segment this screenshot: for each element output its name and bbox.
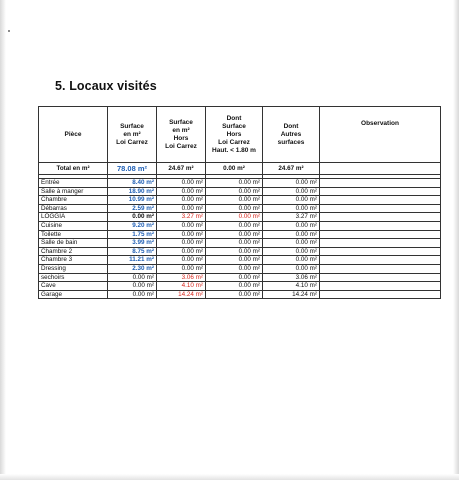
cell-piece: Entrée bbox=[39, 179, 108, 188]
table-row bbox=[39, 179, 441, 188]
cell-hors: 0.00 m² bbox=[157, 221, 206, 230]
table-row bbox=[39, 221, 441, 230]
cell-piece: Cave bbox=[39, 282, 108, 291]
table-row bbox=[39, 264, 441, 273]
cell-observation bbox=[320, 273, 441, 282]
cell-hors: 0.00 m² bbox=[157, 187, 206, 196]
cell-autres: 0.00 m² bbox=[263, 196, 320, 205]
cell-observation bbox=[320, 282, 441, 291]
table-row bbox=[39, 290, 441, 299]
header-dont-line: Hors bbox=[226, 130, 242, 138]
cell-hors: 0.00 m² bbox=[157, 230, 206, 239]
cell-piece: Salle à manger bbox=[39, 187, 108, 196]
cell-observation bbox=[320, 247, 441, 256]
cell-surface: 10.99 m² bbox=[108, 196, 157, 205]
total-row bbox=[39, 163, 441, 175]
cell-hors: 14.24 m² bbox=[157, 290, 206, 299]
cell-dont: 0.00 m² bbox=[206, 204, 263, 213]
header-dont-line: Loi Carrez bbox=[218, 138, 250, 146]
cell-hors: 3.06 m² bbox=[157, 273, 206, 282]
cell-piece: Garage bbox=[39, 290, 108, 299]
header-surface-line: en m² bbox=[123, 130, 141, 138]
cell-surface: 9.20 m² bbox=[108, 221, 157, 230]
header-hors-line: Hors bbox=[173, 134, 189, 142]
table-row bbox=[39, 196, 441, 205]
cell-dont: 0.00 m² bbox=[206, 282, 263, 291]
header-surface-line: Surface bbox=[120, 122, 144, 130]
cell-observation bbox=[320, 230, 441, 239]
cell-dont: 0.00 m² bbox=[206, 213, 263, 222]
table-row bbox=[39, 187, 441, 196]
cell-autres: 14.24 m² bbox=[263, 290, 320, 299]
table-row bbox=[39, 239, 441, 248]
cell-autres: 0.00 m² bbox=[263, 247, 320, 256]
header-dont-line: Dont bbox=[226, 114, 242, 122]
cell-piece: Chambre 3 bbox=[39, 256, 108, 265]
cell-surface: 2.59 m² bbox=[108, 204, 157, 213]
cell-autres: 0.00 m² bbox=[263, 204, 320, 213]
cell-hors: 3.27 m² bbox=[157, 213, 206, 222]
cell-dont: 0.00 m² bbox=[206, 247, 263, 256]
section-title: 5. Locaux visités bbox=[55, 79, 157, 93]
page-edge-bottom bbox=[0, 474, 459, 480]
cell-dont: 0.00 m² bbox=[206, 239, 263, 248]
cell-dont: 0.00 m² bbox=[206, 273, 263, 282]
cell-hors: 0.00 m² bbox=[157, 204, 206, 213]
cell-piece: Cuisine bbox=[39, 221, 108, 230]
cell-hors: 4.10 m² bbox=[157, 282, 206, 291]
cell-dont: 0.00 m² bbox=[206, 264, 263, 273]
header-observation: Observation bbox=[320, 107, 441, 163]
table-row bbox=[39, 247, 441, 256]
cell-autres: 0.00 m² bbox=[263, 264, 320, 273]
header-autres-line: Dont bbox=[283, 122, 299, 130]
cell-hors: 0.00 m² bbox=[157, 264, 206, 273]
cell-piece: LOGGIA bbox=[39, 213, 108, 222]
cell-dont: 0.00 m² bbox=[206, 230, 263, 239]
cell-autres: 0.00 m² bbox=[263, 187, 320, 196]
cell-surface: 11.21 m² bbox=[108, 256, 157, 265]
cell-hors: 0.00 m² bbox=[157, 179, 206, 188]
cell-observation bbox=[320, 221, 441, 230]
total-label: Total en m² bbox=[39, 163, 108, 175]
cell-hors: 0.00 m² bbox=[157, 247, 206, 256]
cell-piece: Toilette bbox=[39, 230, 108, 239]
cell-piece: Dressing bbox=[39, 264, 108, 273]
cell-observation bbox=[320, 264, 441, 273]
cell-observation bbox=[320, 290, 441, 299]
cell-surface: 0.00 m² bbox=[108, 273, 157, 282]
header-autres-line: surfaces bbox=[277, 138, 305, 146]
cell-observation bbox=[320, 179, 441, 188]
cell-autres: 0.00 m² bbox=[263, 221, 320, 230]
total-dont: 0.00 m² bbox=[206, 163, 263, 175]
cell-observation bbox=[320, 187, 441, 196]
header-dont bbox=[206, 107, 263, 163]
cell-piece: Salle de bain bbox=[39, 239, 108, 248]
cell-dont: 0.00 m² bbox=[206, 196, 263, 205]
cell-autres: 0.00 m² bbox=[263, 256, 320, 265]
cell-piece: Débarras bbox=[39, 204, 108, 213]
total-surface: 78.08 m² bbox=[108, 163, 157, 175]
cell-autres: 3.27 m² bbox=[263, 213, 320, 222]
cell-observation bbox=[320, 204, 441, 213]
cell-hors: 0.00 m² bbox=[157, 239, 206, 248]
cell-piece: Chambre 2 bbox=[39, 247, 108, 256]
cell-autres: 0.00 m² bbox=[263, 179, 320, 188]
total-hors: 24.67 m² bbox=[157, 163, 206, 175]
table-row bbox=[39, 230, 441, 239]
table-row bbox=[39, 213, 441, 222]
cell-surface: 8.40 m² bbox=[108, 179, 157, 188]
table-row bbox=[39, 282, 441, 291]
cell-dont: 0.00 m² bbox=[206, 187, 263, 196]
header-hors-line: Surface bbox=[169, 118, 193, 126]
cell-piece: Chambre bbox=[39, 196, 108, 205]
cell-autres: 3.06 m² bbox=[263, 273, 320, 282]
cell-surface: 1.75 m² bbox=[108, 230, 157, 239]
cell-dont: 0.00 m² bbox=[206, 179, 263, 188]
cell-observation bbox=[320, 213, 441, 222]
header-hors bbox=[157, 107, 206, 163]
locaux-table bbox=[38, 106, 441, 299]
cell-surface: 3.99 m² bbox=[108, 239, 157, 248]
cell-observation bbox=[320, 239, 441, 248]
header-surface bbox=[108, 107, 157, 163]
cell-hors: 0.00 m² bbox=[157, 196, 206, 205]
table-row bbox=[39, 204, 441, 213]
cell-autres: 4.10 m² bbox=[263, 282, 320, 291]
table-row bbox=[39, 273, 441, 282]
cell-autres: 0.00 m² bbox=[263, 239, 320, 248]
total-autres: 24.67 m² bbox=[263, 163, 320, 175]
header-surface-line: Loi Carrez bbox=[116, 138, 148, 146]
header-dont-line: Surface bbox=[222, 122, 246, 130]
header-hors-line: Loi Carrez bbox=[165, 142, 197, 150]
cell-observation bbox=[320, 256, 441, 265]
cell-surface: 2.30 m² bbox=[108, 264, 157, 273]
cell-dont: 0.00 m² bbox=[206, 290, 263, 299]
cell-surface: 0.00 m² bbox=[108, 213, 157, 222]
cell-surface: 0.00 m² bbox=[108, 282, 157, 291]
header-piece: Pièce bbox=[39, 107, 108, 163]
cell-hors: 0.00 m² bbox=[157, 256, 206, 265]
header-dont-line: Haut. < 1.80 m bbox=[212, 146, 256, 154]
cell-surface: 8.75 m² bbox=[108, 247, 157, 256]
page-edge-left bbox=[0, 0, 6, 480]
cell-dont: 0.00 m² bbox=[206, 256, 263, 265]
cell-autres: 0.00 m² bbox=[263, 230, 320, 239]
cell-observation bbox=[320, 196, 441, 205]
cell-dont: 0.00 m² bbox=[206, 221, 263, 230]
header-hors-line: en m² bbox=[172, 126, 190, 134]
cell-surface: 18.90 m² bbox=[108, 187, 157, 196]
header-row bbox=[39, 107, 441, 163]
cell-piece: sechoirs bbox=[39, 273, 108, 282]
header-autres bbox=[263, 107, 320, 163]
total-observation bbox=[320, 163, 441, 175]
header-autres-line: Autres bbox=[280, 130, 302, 138]
table-row bbox=[39, 256, 441, 265]
scan-speck bbox=[8, 30, 10, 32]
page-edge-right bbox=[453, 0, 459, 480]
cell-surface: 0.00 m² bbox=[108, 290, 157, 299]
